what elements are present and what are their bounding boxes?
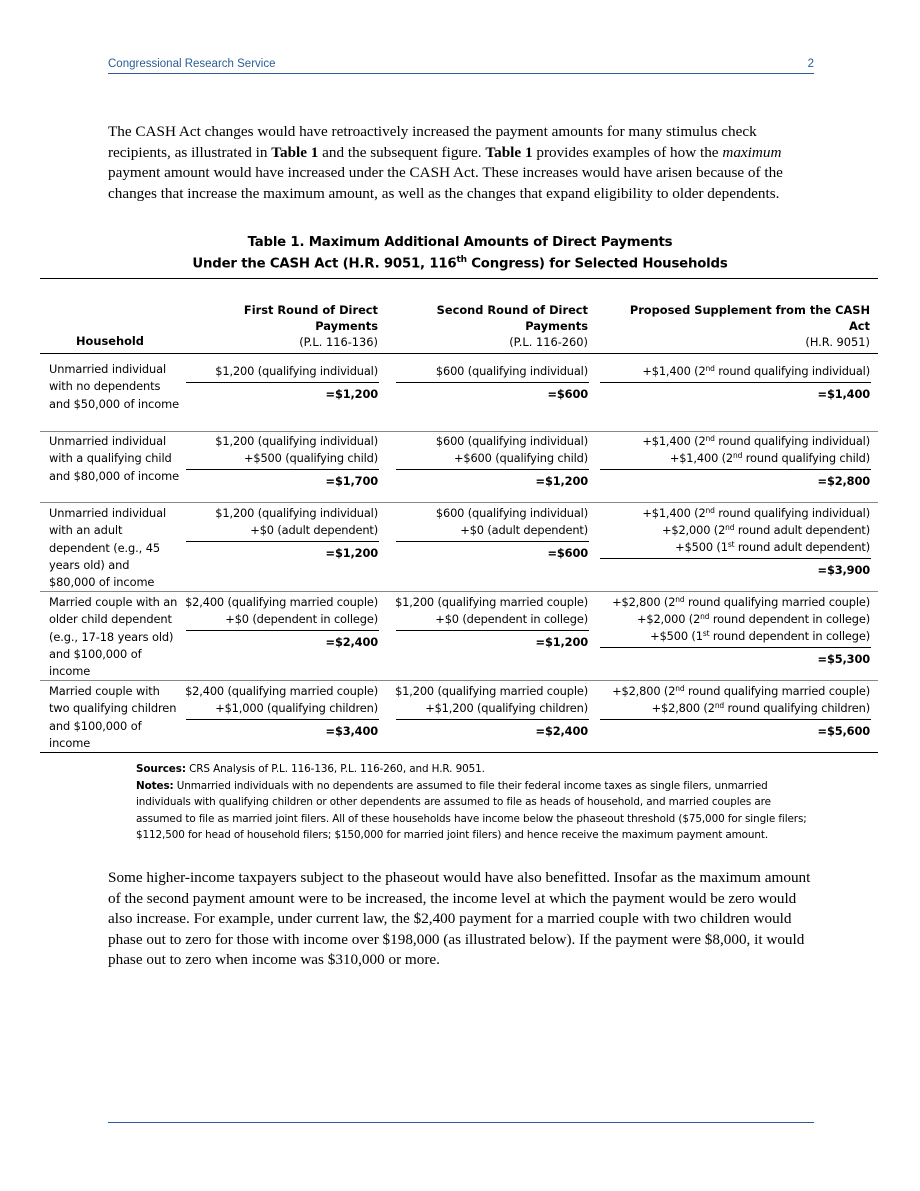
row5-c1-rule [186, 719, 379, 720]
row2-c1-line1: $1,200 (qualifying individual) [215, 434, 378, 448]
row3-c3-total: =$3,900 [817, 563, 870, 577]
row2-household: Unmarried individual with a qualifying child and $80,000 of income [49, 434, 179, 483]
table-title-line2 [40, 255, 880, 271]
row1-c3-line1: +$1,400 (2nd round qualifying individual) [642, 364, 870, 378]
row3-c3-line1: +$1,400 (2nd round qualifying individual) [642, 506, 870, 520]
header-first-round-title: First Round of Direct [243, 303, 378, 317]
row4-c3-line1: +$2,800 (2nd round qualifying married couple) [612, 595, 870, 609]
row4-c1-line2: +$0 (dependent in college) [225, 612, 378, 626]
row3-c1-line2: +$0 (adult dependent) [250, 523, 378, 537]
row2-c2-line1: $600 (qualifying individual) [435, 434, 588, 448]
notes-text: Unmarried individuals with no dependents are assumed to file their federal income taxes as single filers, unmarried individuals with qualifying children or other dependents are assumed to file as heads of household, and married couples are assumed to file as married joint filers. All of these households have income below the phaseout threshold ($75,000 for single filers; $112,500 for head of household filers; $150,000 for married joint filers) and hence receive the maximum payment amount. [136, 779, 807, 841]
header-bottom-rule [40, 353, 878, 354]
row3-c2-total: =$600 [547, 546, 588, 560]
row4-c2-rule [396, 630, 589, 631]
row2-c2-rule [396, 469, 589, 470]
footer-rule [108, 1122, 814, 1123]
sources-label: Sources: [136, 763, 186, 775]
row4-c3-line3: +$500 (1st round dependent in college) [650, 629, 870, 643]
row3-bottom-rule [40, 591, 878, 592]
table-notes-text [136, 778, 816, 844]
header-second-round-title-2: Payments [525, 319, 588, 333]
header-cash-act [600, 302, 870, 350]
intro-paragraph [108, 122, 788, 204]
row3-c1-line1: $1,200 (qualifying individual) [215, 506, 378, 520]
row1-c3-total: =$1,400 [817, 387, 870, 401]
header-second-round [400, 302, 588, 350]
row3-c2-rule [396, 541, 589, 542]
row1-bottom-rule [40, 431, 878, 432]
row3-household: Unmarried individual with an adult dependent (e.g., 45 years old) and $80,000 of income [49, 506, 167, 590]
closing-paragraph: Some higher-income taxpayers subject to the phaseout would have also benefitted. Insofar as the maximum amount of the second payment amount were to be increased, the income level at which the payment would be zero would also increase. For example, under current law, the $2,400 payment for a married couple with two children would phase out to zero for those with income over $198,000 (as illustrated below). If the payment were $8,000, it would phase out to zero when income was $310,000 or more. [108, 869, 811, 969]
table-title-line2-text: Under the CASH Act (H.R. 9051, 116 [192, 256, 457, 272]
intro-text-2: and the subsequent figure. [318, 143, 486, 161]
table-ref-1: Table 1 [271, 143, 319, 161]
row2-c2-line2: +$600 (qualifying child) [453, 451, 588, 465]
row5-c1-line1: $2,400 (qualifying married couple) [185, 684, 378, 698]
row1-c1-rule [186, 382, 379, 383]
row3-c3-rule [600, 558, 871, 559]
page-number: 2 [807, 58, 814, 70]
row3-c3-line3: +$500 (1st round adult dependent) [675, 540, 870, 554]
row2-c3-total: =$2,800 [817, 474, 870, 488]
row4-c1-line1: $2,400 (qualifying married couple) [185, 595, 378, 609]
header-first-round-title-2: Payments [315, 319, 378, 333]
header-rule [108, 73, 814, 74]
row4-c3-rule [600, 647, 871, 648]
row3-c3-line2: +$2,000 (2nd round adult dependent) [661, 523, 870, 537]
header-first-round-law: (P.L. 116-136) [299, 335, 378, 349]
row4-household: Married couple with an older child dependent (e.g., 17-18 years old) and $100,000 of income [49, 595, 178, 679]
row5-c1-total: =$3,400 [325, 724, 378, 738]
row4-bottom-rule [40, 680, 878, 681]
table-notes [136, 761, 816, 844]
row3-c2-line2: +$0 (adult dependent) [460, 523, 588, 537]
table-ref-2: Table 1 [485, 143, 533, 161]
intro-text-1: The CASH Act changes would have retroactively increased the payment amounts for many stimulus check recipients, as illustrated in [108, 123, 757, 161]
table-top-rule [40, 278, 878, 279]
row5-c1-line2: +$1,000 (qualifying children) [215, 701, 378, 715]
table-title-sup: th [456, 255, 467, 265]
header-cash-act-bill: (H.R. 9051) [805, 335, 870, 349]
row5-c3-line2: +$2,800 (2nd round qualifying children) [651, 701, 870, 715]
row5-c3-line1: +$2,800 (2nd round qualifying married couple) [612, 684, 870, 698]
header-cash-act-title-2: Act [848, 319, 870, 333]
intro-text-3: provides examples of how the [532, 143, 723, 161]
row4-c2-total: =$1,200 [535, 635, 588, 649]
header-second-round-title: Second Round of Direct [436, 303, 588, 317]
row2-c1-total: =$1,700 [325, 474, 378, 488]
notes-label: Notes: [136, 779, 174, 792]
row1-c1-total: =$1,200 [325, 387, 378, 401]
row4-c1-rule [186, 630, 379, 631]
row2-c3-line2: +$1,400 (2nd round qualifying child) [669, 451, 870, 465]
row1-household: Unmarried individual with no dependents and $50,000 of income [49, 362, 179, 411]
table-title-line2-end: Congress) for Selected Households [466, 256, 728, 272]
table-bottom-rule [40, 752, 878, 753]
header-household: Household [76, 334, 144, 348]
row1-c3-rule [600, 382, 871, 383]
row4-c3-line2: +$2,000 (2nd round dependent in college) [636, 612, 870, 626]
row3-c2-line1: $600 (qualifying individual) [435, 506, 588, 520]
row2-c2-total: =$1,200 [535, 474, 588, 488]
row2-c3-rule [600, 469, 871, 470]
row5-c2-rule [396, 719, 589, 720]
row5-c2-total: =$2,400 [535, 724, 588, 738]
row5-c3-rule [600, 719, 871, 720]
row1-c2-line1: $600 (qualifying individual) [435, 364, 588, 378]
sources-text: CRS Analysis of P.L. 116-136, P.L. 116-260, and H.R. 9051. [185, 763, 485, 775]
row5-c2-line2: +$1,200 (qualifying children) [425, 701, 588, 715]
row4-c2-line1: $1,200 (qualifying married couple) [395, 595, 588, 609]
row4-c1-total: =$2,400 [325, 635, 378, 649]
row4-c3-total: =$5,300 [817, 652, 870, 666]
table-title-line1: Table 1. Maximum Additional Amounts of Direct Payments [247, 235, 673, 250]
intro-text-4: payment amount would have increased under the CASH Act. These increases would have arisen because of the changes that increase the maximum amount, as well as the changes that expand eligibility to older dependents. [108, 164, 783, 202]
row1-c2-total: =$600 [547, 387, 588, 401]
row1-c2-rule [396, 382, 589, 383]
row5-c3-total: =$5,600 [817, 724, 870, 738]
table-sources [136, 761, 816, 778]
row2-c1-rule [186, 469, 379, 470]
header-first-round [190, 302, 378, 350]
row3-c1-rule [186, 541, 379, 542]
row2-bottom-rule [40, 502, 878, 503]
row5-household: Married couple with two qualifying children and $100,000 of income [49, 684, 177, 750]
row3-c1-total: =$1,200 [325, 546, 378, 560]
intro-emphasis: maximum [722, 143, 782, 161]
row1-c1-line1: $1,200 (qualifying individual) [215, 364, 378, 378]
header-second-round-law: (P.L. 116-260) [509, 335, 588, 349]
row2-c3-line1: +$1,400 (2nd round qualifying individual) [642, 434, 870, 448]
row2-c1-line2: +$500 (qualifying child) [243, 451, 378, 465]
row5-c2-line1: $1,200 (qualifying married couple) [395, 684, 588, 698]
header-publisher: Congressional Research Service [108, 58, 276, 70]
row4-c2-line2: +$0 (dependent in college) [435, 612, 588, 626]
header-cash-act-title: Proposed Supplement from the CASH [629, 303, 870, 317]
